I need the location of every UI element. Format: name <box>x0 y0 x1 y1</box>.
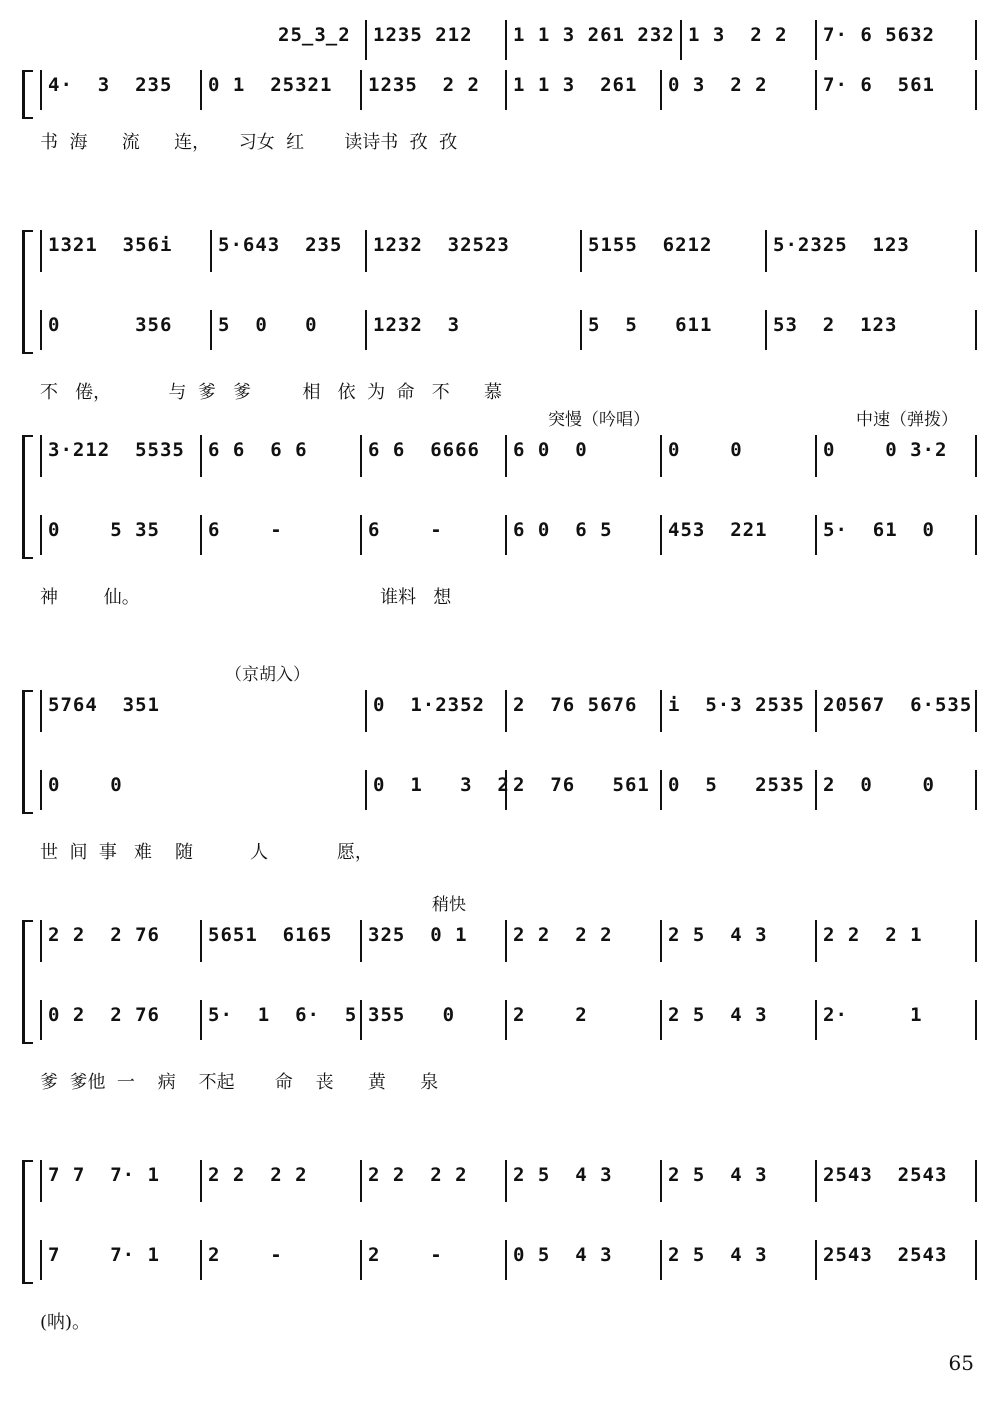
system-brace <box>22 920 33 1044</box>
measure-lower: 0 356 <box>48 314 173 336</box>
bar-line <box>40 1000 42 1040</box>
bar-line <box>200 70 202 110</box>
measure-upper: 2543 2543 <box>823 1164 948 1186</box>
measure-upper: 5651 6165 <box>208 924 333 946</box>
system-brace <box>22 690 33 814</box>
bar-line <box>40 435 42 477</box>
bar-line <box>660 1000 662 1040</box>
measure-upper: 6 6 6666 <box>368 439 480 461</box>
bar-line <box>360 70 362 110</box>
bar-line <box>360 1000 362 1040</box>
lyrics-line: 神 仙。 谁料 想 <box>40 587 452 608</box>
bar-line <box>815 770 817 810</box>
measure-lower: 5 5 611 <box>588 314 713 336</box>
bar-line <box>210 310 212 350</box>
tempo-annotation: 突慢（吟唱） <box>548 410 650 430</box>
bar-line <box>660 770 662 810</box>
bar-line <box>975 920 977 962</box>
measure-upper: 7· 6 5632 <box>823 24 935 46</box>
lyrics-line: 爹 爹他 一 病 不起 命 丧 黄 泉 <box>40 1072 439 1093</box>
measure-lower: 0 1 3 2 <box>373 774 510 796</box>
bar-line <box>365 770 367 810</box>
bar-line <box>200 1160 202 1202</box>
measure-lower: 2 2 <box>513 1004 588 1026</box>
bar-line <box>365 690 367 732</box>
bar-line <box>40 920 42 962</box>
bar-line <box>210 230 212 272</box>
bar-line <box>815 920 817 962</box>
bar-line <box>360 435 362 477</box>
measure-lower: 2· 1 <box>823 1004 923 1026</box>
measure-upper: 6 6 6 6 <box>208 439 308 461</box>
measure-lower: 2 5 4 3 <box>668 1244 768 1266</box>
bar-line <box>200 1000 202 1040</box>
measure-upper: 0 1·2352 <box>373 694 485 716</box>
measure-lower: 5· 61 0 <box>823 519 935 541</box>
bar-line <box>505 1240 507 1280</box>
bar-line <box>505 20 507 60</box>
measure-upper: 2 5 4 3 <box>668 1164 768 1186</box>
measure-lower: 2543 2543 <box>823 1244 948 1266</box>
measure-upper: 5155 6212 <box>588 234 713 256</box>
measure-lower: 53 2 123 <box>773 314 898 336</box>
bar-line <box>505 435 507 477</box>
bar-line <box>365 20 367 60</box>
bar-line <box>975 770 977 810</box>
tempo-annotation: 稍快 <box>432 895 466 915</box>
measure-upper: 1321 356i <box>48 234 173 256</box>
measure-lower: 6 0 6 5 <box>513 519 613 541</box>
measure-upper: 1235 2 2 <box>368 74 480 96</box>
bar-line <box>975 70 977 110</box>
measure-upper: 2 2 2 2 <box>513 924 613 946</box>
measure-upper: 25̲3̲2 <box>278 24 351 46</box>
bar-line <box>975 515 977 555</box>
bar-line <box>40 70 42 110</box>
bar-line <box>660 435 662 477</box>
measure-lower: 0 5 4 3 <box>513 1244 613 1266</box>
measure-upper: 2 2 2 76 <box>48 924 160 946</box>
measure-upper: 2 2 2 2 <box>368 1164 468 1186</box>
bar-line <box>660 920 662 962</box>
system-brace <box>22 70 33 119</box>
page-number: 65 <box>948 1351 974 1375</box>
bar-line <box>660 1240 662 1280</box>
measure-lower: 355 0 <box>368 1004 456 1026</box>
measure-lower: 7 7· 1 <box>48 1244 160 1266</box>
measure-lower: 1232 3 <box>373 314 461 336</box>
measure-lower: 453 221 <box>668 519 768 541</box>
bar-line <box>975 690 977 732</box>
measure-upper: 20567 6·535 <box>823 694 973 716</box>
measure-upper: 7 7 7· 1 <box>48 1164 160 1186</box>
measure-lower: 2 - <box>368 1244 443 1266</box>
bar-line <box>40 690 42 732</box>
measure-upper: 3·212 5535 <box>48 439 185 461</box>
bar-line <box>200 920 202 962</box>
measure-upper: 1 1 3 261 232 <box>513 24 675 46</box>
bar-line <box>505 70 507 110</box>
bar-line <box>815 70 817 110</box>
measure-upper: 0 0 3·2 <box>823 439 948 461</box>
measure-upper: 7· 6 561 <box>823 74 935 96</box>
lyrics-line: 世 间 事 难 随 人 愿， <box>40 842 373 863</box>
system-brace <box>22 230 33 354</box>
measure-upper: 2 5 4 3 <box>668 924 768 946</box>
bar-line <box>975 310 977 350</box>
bar-line <box>815 1000 817 1040</box>
bar-line <box>40 515 42 555</box>
measure-upper: 0 3 2 2 <box>668 74 768 96</box>
bar-line <box>365 230 367 272</box>
measure-upper: 2 2 2 2 <box>208 1164 308 1186</box>
bar-line <box>360 920 362 962</box>
measure-upper: 5·2325 123 <box>773 234 910 256</box>
measure-upper: 4· 3 235 <box>48 74 173 96</box>
bar-line <box>360 1240 362 1280</box>
bar-line <box>975 20 977 60</box>
bar-line <box>200 435 202 477</box>
bar-line <box>975 1000 977 1040</box>
bar-line <box>815 515 817 555</box>
measure-upper: 325 0 1 <box>368 924 468 946</box>
bar-line <box>360 1160 362 1202</box>
measure-lower: 2 76 561 <box>513 774 650 796</box>
bar-line <box>505 690 507 732</box>
bar-line <box>660 515 662 555</box>
bar-line <box>505 1000 507 1040</box>
measure-lower: 2 5 4 3 <box>668 1004 768 1026</box>
measure-lower: 5· 1 6· 5 <box>208 1004 358 1026</box>
measure-upper: 2 76 5676 <box>513 694 638 716</box>
measure-upper: 0 0 <box>668 439 743 461</box>
measure-upper: 0 1 25321 <box>208 74 333 96</box>
bar-line <box>360 515 362 555</box>
bar-line <box>815 435 817 477</box>
lyrics-line: 不 倦， 与 爹 爹 相 依 为 命 不 慕 <box>40 382 503 403</box>
tempo-annotation: 中速（弹拨） <box>856 410 958 430</box>
bar-line <box>765 310 767 350</box>
measure-lower: 6 - <box>208 519 283 541</box>
measure-lower: 5 0 0 <box>218 314 318 336</box>
measure-upper: 1 3 2 2 <box>688 24 788 46</box>
system-brace <box>22 435 33 559</box>
bar-line <box>660 1160 662 1202</box>
measure-upper: 2 2 2 1 <box>823 924 923 946</box>
bar-line <box>40 310 42 350</box>
bar-line <box>975 435 977 477</box>
bar-line <box>765 230 767 272</box>
bar-line <box>815 1160 817 1202</box>
measure-upper: i 5·3 2535 <box>668 694 805 716</box>
bar-line <box>815 690 817 732</box>
measure-upper: 1 1 3 261 <box>513 74 638 96</box>
bar-line <box>40 1240 42 1280</box>
bar-line <box>40 230 42 272</box>
bar-line <box>580 230 582 272</box>
bar-line <box>200 1240 202 1280</box>
bar-line <box>815 20 817 60</box>
measure-upper: 1235 212 <box>373 24 473 46</box>
bar-line <box>40 770 42 810</box>
bar-line <box>680 20 682 60</box>
measure-lower: 6 - <box>368 519 443 541</box>
bar-line <box>660 690 662 732</box>
measure-upper: 2 5 4 3 <box>513 1164 613 1186</box>
bar-line <box>580 310 582 350</box>
bar-line <box>815 1240 817 1280</box>
measure-upper: 6 0 0 <box>513 439 588 461</box>
measure-lower: 2 - <box>208 1244 283 1266</box>
bar-line <box>660 70 662 110</box>
measure-lower: 0 2 2 76 <box>48 1004 160 1026</box>
system-brace <box>22 1160 33 1284</box>
measure-lower: 0 0 <box>48 774 123 796</box>
bar-line <box>40 1160 42 1202</box>
measure-upper: 5764 351 <box>48 694 160 716</box>
bar-line <box>975 1160 977 1202</box>
measure-lower: 2 0 0 <box>823 774 935 796</box>
bar-line <box>365 310 367 350</box>
bar-line <box>975 1240 977 1280</box>
tempo-annotation: （京胡入） <box>225 665 310 685</box>
measure-upper: 1232 32523 <box>373 234 510 256</box>
lyrics-line: 书 海 流 连， 习女 红 读诗书 孜 孜 <box>40 132 458 153</box>
bar-line <box>505 1160 507 1202</box>
lyrics-line: (呐)。 <box>40 1312 91 1333</box>
measure-lower: 0 5 35 <box>48 519 160 541</box>
bar-line <box>200 515 202 555</box>
bar-line <box>975 230 977 272</box>
measure-upper: 5·643 235 <box>218 234 343 256</box>
bar-line <box>505 920 507 962</box>
measure-lower: 0 5 2535 <box>668 774 805 796</box>
bar-line <box>505 515 507 555</box>
